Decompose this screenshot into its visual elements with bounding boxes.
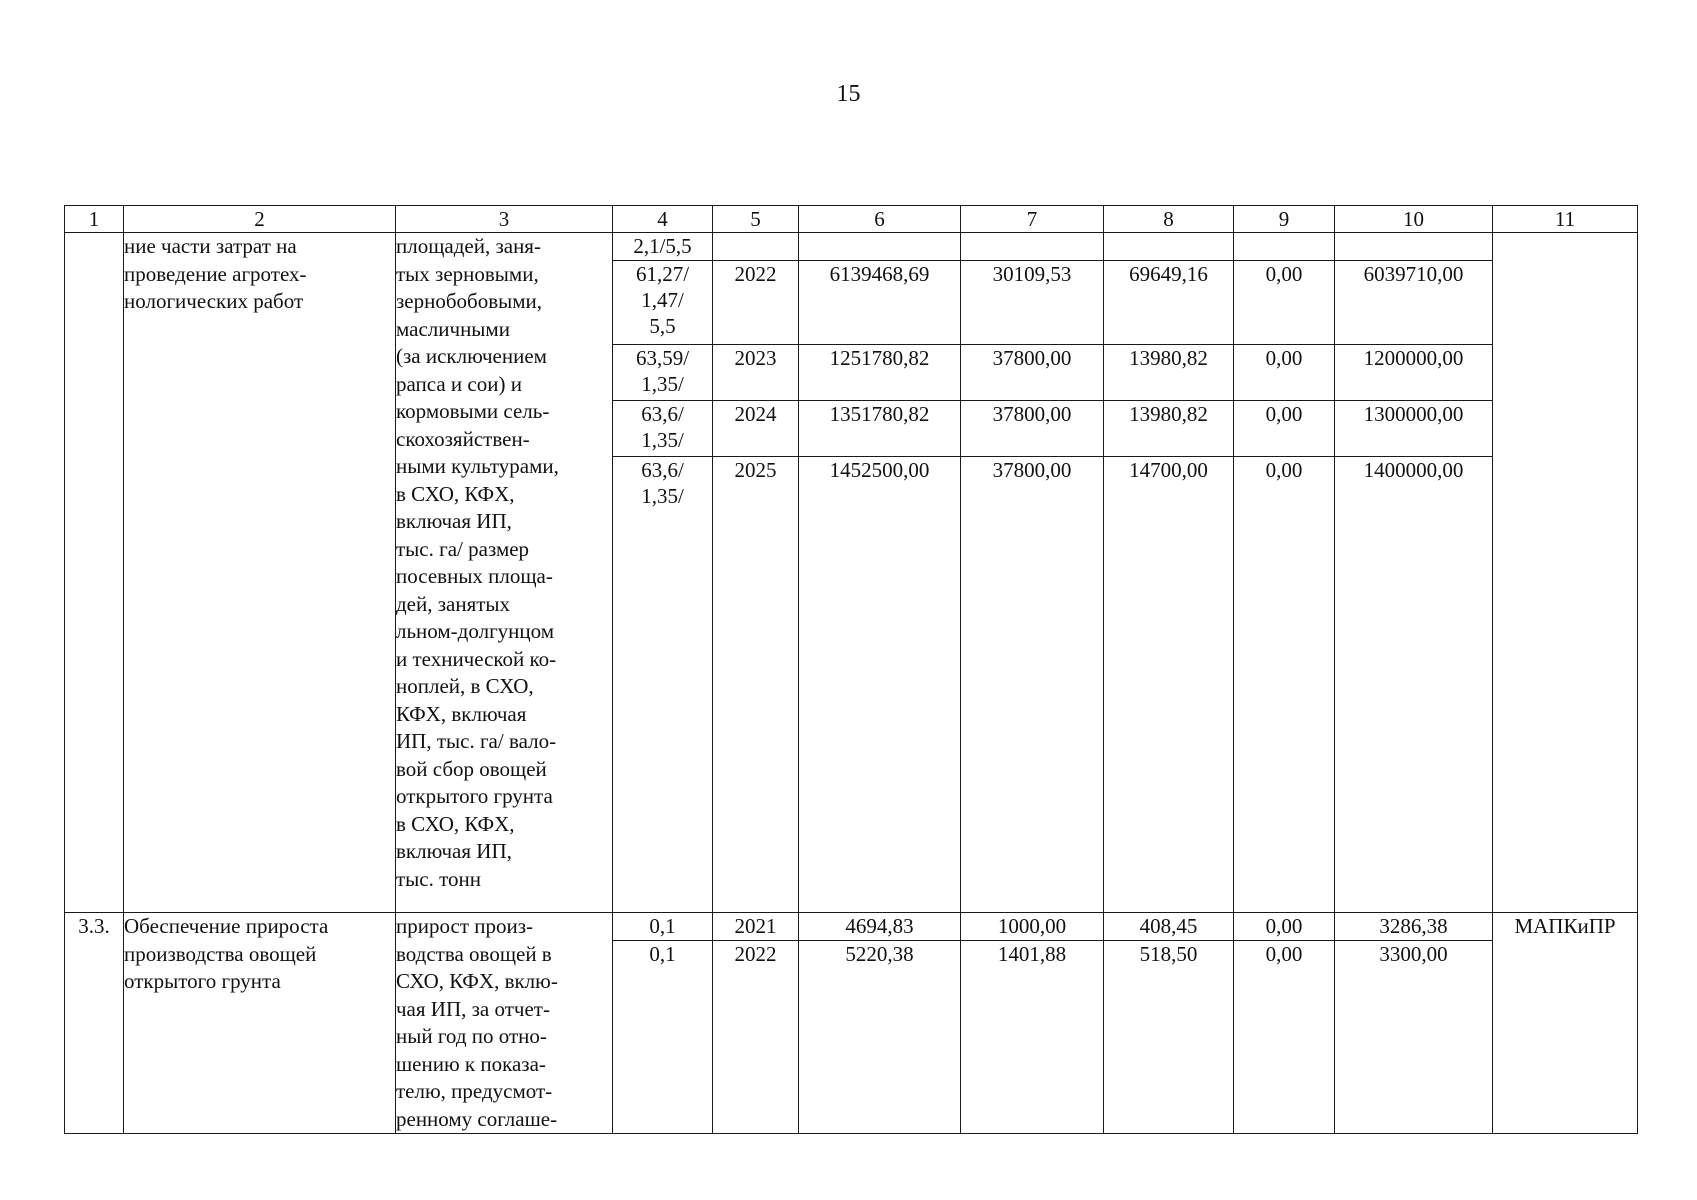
funding-cell: 6039710,00: [1335, 261, 1493, 345]
funding-cell: 1200000,00: [1335, 345, 1493, 401]
funding-cell: 37800,00: [961, 401, 1104, 457]
indicator-value-cell: 0,1: [613, 941, 713, 1134]
empty-cell: [1234, 513, 1335, 913]
executor-cell: МАПКиПР: [1493, 913, 1638, 1134]
page-number: 15: [836, 81, 861, 107]
empty-cell: [613, 513, 713, 913]
header-cell: 8: [1104, 206, 1234, 233]
funding-cell: 0,00: [1234, 345, 1335, 401]
header-cell: 9: [1234, 206, 1335, 233]
empty-cell: [1335, 233, 1493, 261]
year-cell: 2022: [713, 261, 799, 345]
row-index-cell: [65, 233, 124, 913]
funding-cell: 0,00: [1234, 941, 1335, 1134]
header-cell: 2: [124, 206, 396, 233]
funding-cell: 518,50: [1104, 941, 1234, 1134]
funding-cell: 0,00: [1234, 457, 1335, 513]
year-cell: 2021: [713, 913, 799, 941]
empty-cell: [799, 233, 961, 261]
funding-cell: 408,45: [1104, 913, 1234, 941]
empty-cell: [799, 513, 961, 913]
year-cell: 2024: [713, 401, 799, 457]
total-cell: 6139468,69: [799, 261, 961, 345]
budget-table: [64, 205, 1638, 1134]
measure-name-cell: Обеспечение прироста производства овощей открытого грунта: [124, 913, 396, 1134]
indicator-value-cell: 61,27/ 1,47/ 5,5: [613, 261, 713, 345]
funding-cell: 30109,53: [961, 261, 1104, 345]
empty-cell: [713, 233, 799, 261]
funding-cell: 1300000,00: [1335, 401, 1493, 457]
funding-cell: 3286,38: [1335, 913, 1493, 941]
row-index-cell: 3.3.: [65, 913, 124, 1134]
empty-cell: [1335, 513, 1493, 913]
header-cell: 5: [713, 206, 799, 233]
measure-name-cell: ние части затрат на проведение агротех- нологических работ: [124, 233, 396, 913]
funding-cell: 14700,00: [1104, 457, 1234, 513]
header-cell: 3: [396, 206, 613, 233]
funding-cell: 0,00: [1234, 261, 1335, 345]
header-cell: 1: [65, 206, 124, 233]
year-cell: 2023: [713, 345, 799, 401]
total-cell: 1452500,00: [799, 457, 961, 513]
funding-cell: 1000,00: [961, 913, 1104, 941]
header-cell: 11: [1493, 206, 1638, 233]
header-cell: 7: [961, 206, 1104, 233]
header-cell: 4: [613, 206, 713, 233]
total-cell: 1251780,82: [799, 345, 961, 401]
indicator-value-cell: 63,6/ 1,35/: [613, 457, 713, 513]
indicator-cell: прирост произ- водства овощей в СХО, КФХ, вклю- чая ИП, за отчет- ный год по отно- шению к показа- телю, предусмот- ренному соглаше-: [396, 913, 613, 1134]
header-cell: 6: [799, 206, 961, 233]
funding-cell: 3300,00: [1335, 941, 1493, 1134]
funding-cell: 1400000,00: [1335, 457, 1493, 513]
funding-cell: 37800,00: [961, 345, 1104, 401]
funding-cell: 0,00: [1234, 401, 1335, 457]
empty-cell: [961, 233, 1104, 261]
header-row: [65, 206, 1638, 233]
funding-cell: 13980,82: [1104, 401, 1234, 457]
funding-cell: 0,00: [1234, 913, 1335, 941]
funding-cell: 1401,88: [961, 941, 1104, 1134]
total-cell: 5220,38: [799, 941, 961, 1134]
indicator-cell: площадей, заня- тых зерновыми, зернобобовыми, масличными (за исключением рапса и сои) и кормовыми сель- скохозяйствен- ными культурами, в СХО, КФХ, включая ИП, тыс. га/ размер посевных площа- дей, занятых льном-долгунцом и технической ко- ноплей, в СХО, КФХ, включая ИП, тыс. га/ вало- вой сбор овощей открытого грунта в СХО, КФХ, включая ИП, тыс. тонн: [396, 233, 613, 913]
empty-cell: [1104, 233, 1234, 261]
funding-cell: 69649,16: [1104, 261, 1234, 345]
indicator-value-cell: 2,1/5,5: [613, 233, 713, 261]
total-cell: 1351780,82: [799, 401, 961, 457]
year-cell: 2025: [713, 457, 799, 513]
empty-cell: [713, 513, 799, 913]
indicator-value-cell: 0,1: [613, 913, 713, 941]
table-row: [65, 233, 1638, 261]
funding-cell: 13980,82: [1104, 345, 1234, 401]
funding-cell: 37800,00: [961, 457, 1104, 513]
header-cell: 10: [1335, 206, 1493, 233]
empty-cell: [1234, 233, 1335, 261]
indicator-value-cell: 63,6/ 1,35/: [613, 401, 713, 457]
executor-cell: [1493, 233, 1638, 913]
empty-cell: [961, 513, 1104, 913]
table-row: [65, 913, 1638, 941]
indicator-value-cell: 63,59/ 1,35/: [613, 345, 713, 401]
empty-cell: [1104, 513, 1234, 913]
total-cell: 4694,83: [799, 913, 961, 941]
year-cell: 2022: [713, 941, 799, 1134]
